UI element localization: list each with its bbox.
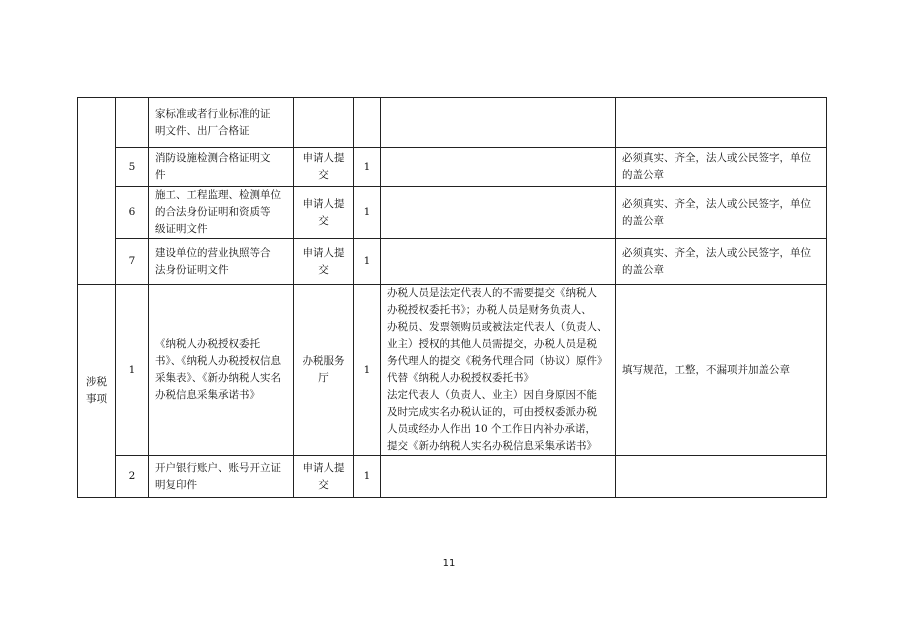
table-row <box>78 456 827 498</box>
material-count: 1 <box>354 148 381 187</box>
material-name: 建设单位的营业执照等合 法身份证明文件 <box>149 239 294 285</box>
page-number: 11 <box>442 558 456 569</box>
material-count: 1 <box>354 456 381 498</box>
material-count: 1 <box>354 285 381 456</box>
material-name: 开户银行账户、账号开立证 明复印件 <box>149 456 294 498</box>
material-count: 1 <box>354 239 381 285</box>
material-name: 施工、工程监理、检测单位 的合法身份证明和资质等 级证明文件 <box>149 187 294 239</box>
category-cell-tax: 涉税 事项 <box>78 285 116 498</box>
materials-table <box>77 97 827 498</box>
material-name: 消防设施检测合格证明文 件 <box>149 148 294 187</box>
table-row <box>78 239 827 285</box>
row-number: 6 <box>116 187 149 239</box>
material-source: 申请人提 交 <box>294 148 354 187</box>
row-number: 1 <box>116 285 149 456</box>
table-row <box>78 285 827 456</box>
material-requirement: 填写规范，工整，不漏项并加盖公章 <box>616 285 827 456</box>
material-count <box>354 98 381 148</box>
material-description <box>381 239 616 285</box>
category-cell-empty <box>78 98 116 285</box>
material-description <box>381 187 616 239</box>
material-requirement: 必须真实、齐全，法人或公民签字，单位 的盖公章 <box>616 148 827 187</box>
row-number: 5 <box>116 148 149 187</box>
row-number: 2 <box>116 456 149 498</box>
material-description <box>381 148 616 187</box>
row-number <box>116 98 149 148</box>
table-row <box>78 98 827 148</box>
table-row <box>78 187 827 239</box>
material-requirement <box>616 456 827 498</box>
material-requirement <box>616 98 827 148</box>
material-name: 家标准或者行业标准的证 明文件、出厂合格证 <box>149 98 294 148</box>
material-description: 办税人员是法定代表人的不需要提交《纳税人 办税授权委托书》；办税人员是财务负责人、 办税员、发票领购员或被法定代表人（负责人、 业主）授权的其他人员需提交，办税人员是税 务代理人的提交《税务代理合同（协议）原件》 代替《纳税人办税授权委托书》 法定代表人（负责人、业主）因自身原因不能 及时完成实名办税认证的，可由授权委派办税 人员或经办人作出 10 个工作日内补办承诺， 提交《新办纳税人实名办税信息采集承诺书》 <box>381 285 616 456</box>
material-source <box>294 98 354 148</box>
material-requirement: 必须真实、齐全，法人或公民签字，单位 的盖公章 <box>616 187 827 239</box>
material-source: 申请人提 交 <box>294 239 354 285</box>
material-source: 申请人提 交 <box>294 187 354 239</box>
material-source: 办税服务 厅 <box>294 285 354 456</box>
material-requirement: 必须真实、齐全，法人或公民签字，单位 的盖公章 <box>616 239 827 285</box>
table-row <box>78 148 827 187</box>
row-number: 7 <box>116 239 149 285</box>
material-name: 《纳税人办税授权委托 书》、《纳税人办税授权信息 采集表》、《新办纳税人实名 办税信息采集承诺书》 <box>149 285 294 456</box>
material-description <box>381 456 616 498</box>
material-description <box>381 98 616 148</box>
material-count: 1 <box>354 187 381 239</box>
material-source: 申请人提 交 <box>294 456 354 498</box>
